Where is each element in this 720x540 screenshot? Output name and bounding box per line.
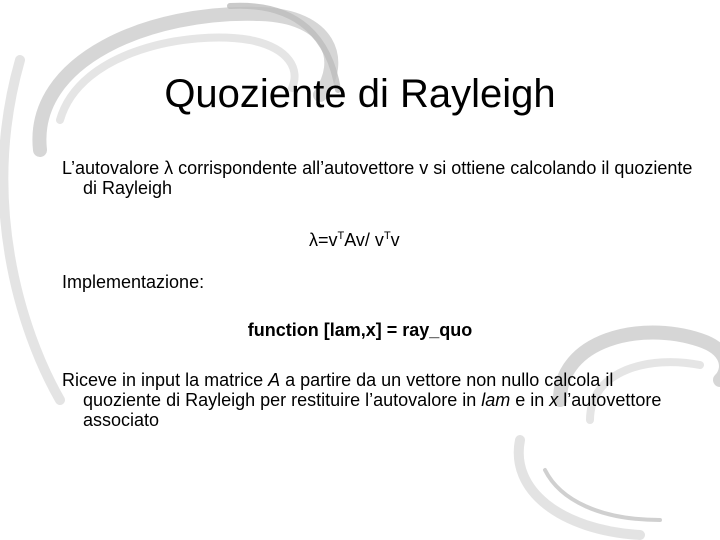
x-variable: x (549, 390, 559, 410)
description-part2: a partire da un vettore non nullo calcola il quoziente di Rayleigh per restituire l’autovalore in (83, 370, 614, 410)
description-part1: Riceve in input la matrice (62, 370, 269, 390)
matrix-name: A (268, 370, 281, 390)
implementation-label: Implementazione: (62, 272, 205, 292)
intro-text-end: corrispondente all’autovettore v si ottiene calcolando il quoziente di Rayleigh (83, 158, 693, 198)
formula-transpose-2: T (383, 230, 391, 242)
formula-lambda: λ (309, 230, 318, 250)
description-part3: e in (510, 390, 550, 410)
description-paragraph (62, 370, 693, 430)
slide-title: Quoziente di Rayleigh (164, 72, 556, 116)
lam-variable: lam (481, 390, 511, 410)
function-signature (0, 320, 720, 340)
formula-av: Av/ v (344, 230, 384, 250)
formula-v: v (390, 230, 400, 250)
intro-text-start: L’autovalore (62, 158, 165, 178)
intro-paragraph (62, 158, 693, 198)
function-signature-text: function [lam,x] = ray_quo (247, 320, 473, 340)
formula-eq-v: =v (318, 230, 338, 250)
formula-transpose-1: T (337, 230, 345, 242)
swirl-bottom-right-tail (519, 440, 640, 535)
description-part4: l’autovettore associato (83, 390, 662, 430)
rayleigh-formula (309, 226, 400, 250)
lambda-symbol: λ (164, 158, 174, 178)
